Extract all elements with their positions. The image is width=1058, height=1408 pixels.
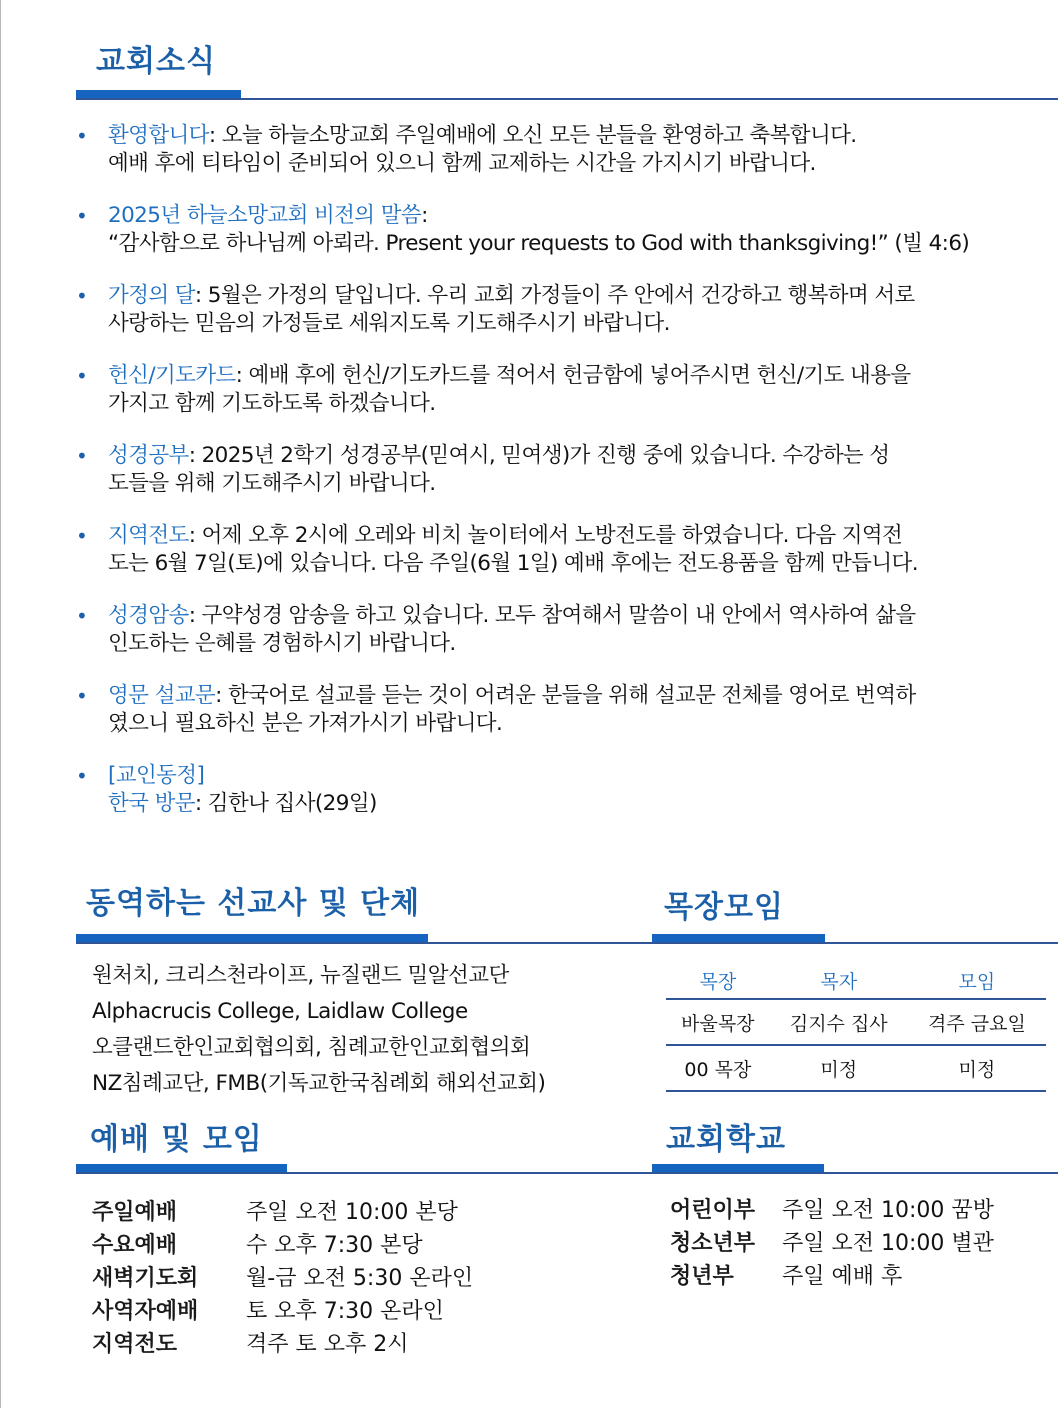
news-item-line: 가지고 함께 기도하도록 하겠습니다. [108,391,436,416]
missionaries-list [92,958,545,1102]
schedule-row [670,1225,994,1258]
news-item-label: 환영합니다 [108,123,209,148]
news-item [76,202,1051,258]
news-item-text: : 한국어로 설교를 듣는 것이 어려운 분들을 위해 설교문 전체를 영어로 번역하 [215,683,916,708]
news-item-line: “감사함으로 하나님께 아뢰라. Present your requests to God with thanksgiving!” (빌 4:6) [108,231,970,256]
schedule-row [92,1260,473,1293]
news-item-label: 성경암송 [108,603,189,628]
worship-schedule [92,1194,473,1359]
news-item [76,442,1051,498]
cell-groups-title-rule [652,942,1058,944]
school-title: 교회학교 [666,1122,786,1157]
schedule-row [92,1227,473,1260]
missionary-line: 원처치, 크리스천라이프, 뉴질랜드 밀알선교단 [92,963,509,988]
news-item-line [108,282,1051,310]
bullet-icon: • [76,364,88,388]
cell-groups-title: 목장모임 [664,890,784,925]
news-item-line [108,362,1051,390]
table-cell: 김지수 집사 [770,999,908,1045]
news-item-line: 였으니 필요하신 분은 가져가시기 바랍니다. [108,711,503,736]
schedule-name: 청소년부 [670,1231,756,1256]
news-item [76,602,1051,658]
worship-title: 예배 및 모임 [90,1122,263,1157]
member-news-text: : 김한나 집사(29일) [194,791,377,816]
table-cell: 00 목장 [666,1045,770,1091]
schedule-row [670,1192,994,1225]
schedule-time: 주일 오전 10:00 본당 [246,1200,458,1225]
news-item-label: 성경공부 [108,443,189,468]
schedule-time: 주일 오전 10:00 꿈방 [782,1198,994,1223]
schedule-name: 지역전도 [92,1332,178,1357]
school-schedule [670,1192,994,1291]
news-item [76,682,1051,738]
news-item-line: 도는 6월 7일(토)에 있습니다. 다음 주일(6월 1일) 예배 후에는 전도용품을 함께 만듭니다. [108,551,918,576]
news-item-line: 도들을 위해 기도해주시기 바랍니다. [108,471,436,496]
news-item-line: 예배 후에 티타임이 준비되어 있으니 함께 교제하는 시간을 가지시기 바랍니다. [108,151,816,176]
news-item-label: 헌신/기도카드 [108,363,236,388]
news-item [76,362,1051,418]
news-item-line [108,202,1051,230]
member-news-sublabel: 한국 방문 [108,791,195,816]
missionary-line: Alphacrucis College, Laidlaw College [92,999,468,1024]
column-header: 목자 [770,962,908,999]
news-item-label: 2025년 하늘소망교회 비전의 말씀 [108,203,422,228]
table-cell: 바울목장 [666,999,770,1045]
schedule-name: 수요예배 [92,1233,178,1258]
bullet-icon: • [76,764,88,788]
news-item-label: 영문 설교문 [108,683,216,708]
missionary-line: NZ침례교단, FMB(기독교한국침례회 해외선교회) [92,1071,546,1096]
table-row [666,1045,1046,1091]
member-news-label: [교인동정] [108,763,205,788]
news-item-text: : 구약성경 암송을 하고 있습니다. 모두 참여해서 말씀이 내 안에서 역사하여 삶을 [188,603,916,628]
news-item-line [108,442,1051,470]
news-item-text: : 어제 오후 2시에 오레와 비치 놀이터에서 노방전도를 하였습니다. 다음 지역전 [188,523,903,548]
news-item [76,282,1051,338]
schedule-time: 격주 토 오후 2시 [246,1332,409,1357]
member-news-line [108,790,1051,818]
schedule-row [92,1293,473,1326]
news-list [76,122,1051,842]
schedule-time: 토 오후 7:30 온라인 [246,1299,444,1324]
news-item-line [108,122,1051,150]
schedule-name: 청년부 [670,1264,734,1289]
schedule-name: 주일예배 [92,1200,178,1225]
schedule-time: 주일 오전 10:00 별관 [782,1231,994,1256]
news-item-line: 인도하는 은혜를 경험하시기 바랍니다. [108,631,456,656]
missionaries-title-rule [76,942,652,944]
news-item-text: : [421,203,428,228]
page-left-rule [0,0,1,1408]
schedule-row [92,1194,473,1227]
bullet-icon: • [76,524,88,548]
schedule-row [92,1326,473,1359]
news-item-line [108,522,1051,550]
bullet-icon: • [76,124,88,148]
column-header: 모임 [908,962,1046,999]
member-news-item [76,762,1051,818]
schedule-name: 새벽기도회 [92,1266,199,1291]
news-title-rule [76,98,1058,100]
news-item-line: 사랑하는 믿음의 가정들로 세워지도록 기도해주시기 바랍니다. [108,311,670,336]
news-item-text: : 2025년 2학기 성경공부(믿여시, 믿여생)가 진행 중에 있습니다. 수강하는 성 [188,443,890,468]
table-header-row [666,962,1046,999]
missionary-line: 오클랜드한인교회협의회, 침례교한인교회협의회 [92,1035,531,1060]
news-item-label: 가정의 달 [108,283,195,308]
news-title: 교회소식 [96,44,216,79]
news-item-label: 지역전도 [108,523,189,548]
bullet-icon: • [76,284,88,308]
news-item-line [108,682,1051,710]
bullet-icon: • [76,444,88,468]
table-cell: 미정 [770,1045,908,1091]
schedule-time: 주일 예배 후 [782,1264,903,1289]
bullet-icon: • [76,604,88,628]
bullet-icon: • [76,684,88,708]
news-item [76,122,1051,178]
news-item-text: : 오늘 하늘소망교회 주일예배에 오신 모든 분들을 환영하고 축복합니다. [208,123,857,148]
school-title-rule [652,1172,1058,1174]
bullet-icon: • [76,204,88,228]
table-cell: 미정 [908,1045,1046,1091]
news-item-line [108,602,1051,630]
schedule-time: 수 오후 7:30 본당 [246,1233,423,1258]
news-item [76,522,1051,578]
missionaries-title: 동역하는 선교사 및 단체 [86,886,421,921]
worship-title-rule [76,1172,652,1174]
column-header: 목장 [666,962,770,999]
table-cell: 격주 금요일 [908,999,1046,1045]
schedule-row [670,1258,994,1291]
schedule-name: 사역자예배 [92,1299,199,1324]
news-item-text: : 5월은 가정의 달입니다. 우리 교회 가정들이 주 안에서 건강하고 행복하며 서로 [194,283,915,308]
schedule-name: 어린이부 [670,1198,756,1223]
news-item-text: : 예배 후에 헌신/기도카드를 적어서 헌금함에 넣어주시면 헌신/기도 내용을 [235,363,911,388]
table-row [666,999,1046,1045]
schedule-time: 월-금 오전 5:30 온라인 [246,1266,474,1291]
cell-groups-table [666,962,1046,1092]
